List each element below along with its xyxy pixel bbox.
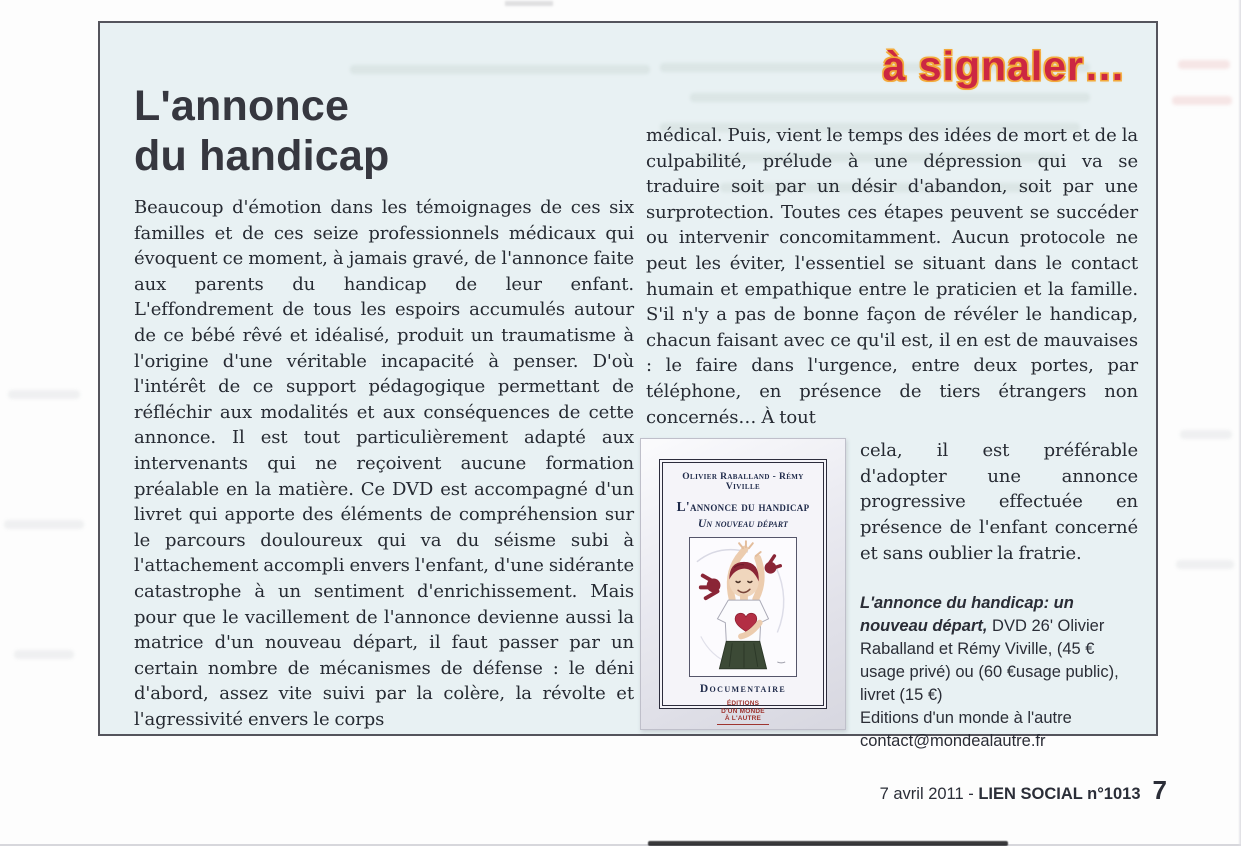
caption-title: L'annonce du handicap: un nouveau départ, <box>860 594 1074 636</box>
dvd-title: L'annonce du handicap <box>676 499 810 515</box>
bleedthrough-artifact <box>690 93 1090 102</box>
article-right-column <box>646 123 1138 753</box>
bleedthrough-artifact <box>1178 60 1230 69</box>
caption-details: DVD 26' Olivier Raballand et Rémy Viville, (45 € usage privé) ou (60 €usage public), livret (15 €) <box>860 617 1119 705</box>
article-panel <box>98 21 1158 751</box>
section-label: à signaler… <box>882 43 1126 89</box>
girl-illustration <box>689 537 797 677</box>
caption-text <box>860 592 1138 707</box>
bleedthrough-artifact <box>14 650 74 659</box>
article-body-right-column: médical. Puis, vient le temps des idées de mort et de la culpabilité, prélude à une dépression qui va se traduire soit par un désir d'abandon, soit par une surprotection. Toutes ces étapes peuvent se succéder ou intervenir concomitamment. Aucun protocole ne peut les éviter, l'essentiel se situant dans le contact humain et empathique entre le praticien et la famille. S'il n'y a pas de bonne façon de révéler le handicap, chacun faisant avec ce qu'il est, il en est de mauvaises : le faire dans l'urgence, entre deux portes, par téléphone, en présence de tiers étrangers non concernés… À tout <box>646 125 1138 428</box>
dvd-genre: Documentaire <box>699 683 787 696</box>
article-body-left-column: Beaucoup d'émotion dans les témoignages de ces six familles et de ces seize professionnels médicaux qui évoquent ce moment, à jamais gravé, de l'annonce faite aux parents du handicap de leur enfant. L'effondrement de tous les espoirs accumulés autour de ce bébé rêvé et idéalisé, produit un traumatisme à l'origine d'une véritable incapacité à penser. D'où l'intérêt de ce support pédagogique permettant de réfléchir aux modalités et aux conséquences de cette annonce. Il est tout particulièrement adapté aux intervenants qui ne reçoivent aucune formation préalable en la matière. Ce DVD est accompagné d'un livret qui apporte des éléments de compréhension sur le parcours douloureux qui va du séisme subi à l'attachement accompli envers l'enfant, d'une sidérante catastrophe à un sentiment d'enrichissement. Mais pour que le vacillement de l'annonce devienne aussi la matrice d'un nouveau départ, il faut passer par un certain nombre de mécanismes de défense : le déni d'abord, assez vite suivi par la colère, la révolte et l'agressivité envers le corps <box>134 197 634 730</box>
bleedthrough-artifact <box>1180 430 1232 439</box>
wrap-column <box>860 438 1138 753</box>
footer-page-number: 7 <box>1152 775 1167 805</box>
bleedthrough-artifact <box>4 520 84 529</box>
dvd-publisher-logo <box>717 700 769 725</box>
media-row <box>640 438 1138 753</box>
dvd-publisher-line-1: ÉDITIONS <box>726 700 760 708</box>
dvd-cover <box>659 459 827 723</box>
page-footer <box>880 775 1167 806</box>
article-title-line-1: L'annonce <box>134 82 350 130</box>
bleedthrough-artifact <box>1176 560 1234 569</box>
dvd-authors: Olivier Raballand - Rémy Viville <box>682 472 804 493</box>
caption-publisher: Editions d'un monde à l'autre <box>860 709 1072 728</box>
dvd-cover-photo <box>640 438 846 730</box>
dvd-publisher-line-2: D'UN MONDE <box>721 707 765 715</box>
bleedthrough-artifact <box>350 65 650 74</box>
scan-edge-artifact <box>505 1 553 6</box>
dvd-caption <box>860 592 1138 753</box>
bleedthrough-artifact <box>8 390 80 399</box>
scan-edge-artifact <box>648 841 1008 846</box>
dvd-publisher-line-3: À L'AUTRE <box>724 715 762 723</box>
article-title <box>134 81 389 181</box>
footer-date: 7 avril 2011 - <box>879 785 979 803</box>
dvd-subtitle: Un nouveau départ <box>698 518 788 531</box>
article-body-right-continued: cela, il est préférable d'adopter une annonce progressive effectuée en présence de l'enfant concerné et sans oublier la fratrie. <box>860 440 1138 564</box>
caption-email: contact@mondealautre.fr <box>860 732 1046 751</box>
article-title-line-2: du handicap <box>134 132 390 180</box>
bleedthrough-artifact <box>1172 96 1232 105</box>
footer-journal: LIEN SOCIAL n°1013 <box>978 785 1141 803</box>
